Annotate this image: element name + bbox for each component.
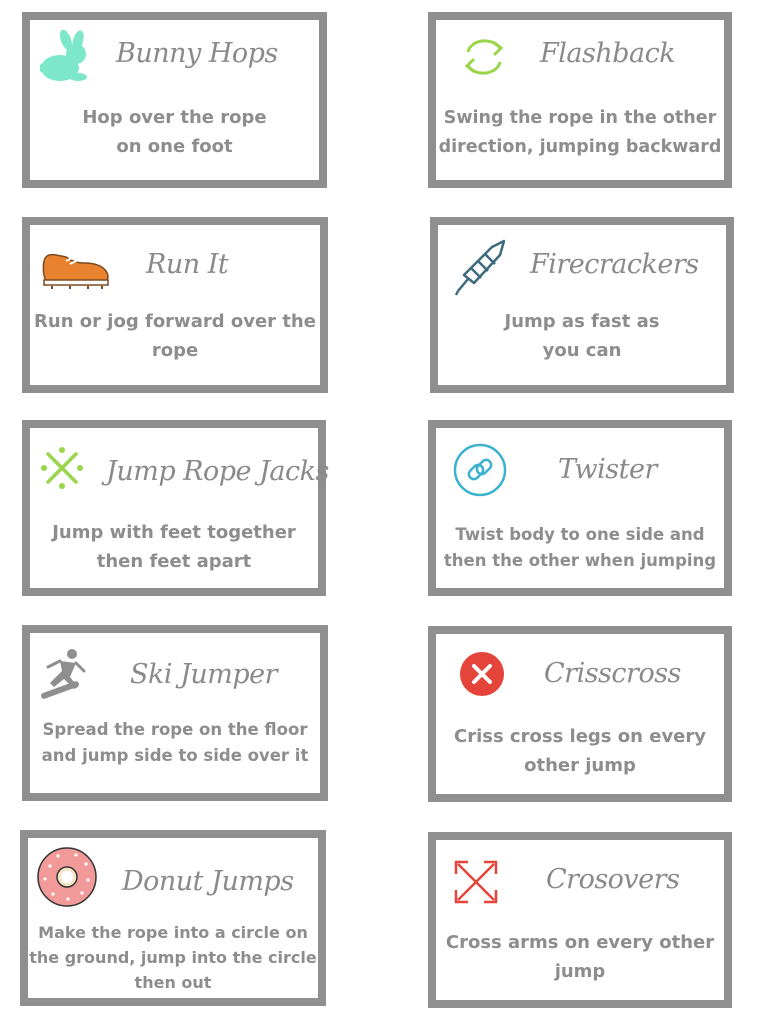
cross-arrows-icon — [452, 858, 500, 906]
card-title: Flashback — [540, 38, 676, 69]
card-title: Jump Rope Jacks — [106, 456, 329, 487]
card-twister — [428, 420, 732, 596]
donut-icon — [36, 846, 98, 908]
rabbit-icon — [40, 30, 100, 82]
card-description: Spread the rope on the floor and jump side to side over it — [41, 720, 309, 765]
card-description: Swing the rope in the other direction, jumping backward — [438, 108, 722, 157]
card-title: Ski Jumper — [130, 659, 278, 690]
jumping-jacks-icon — [40, 446, 84, 490]
x-circle-icon — [458, 650, 506, 698]
card-crosovers — [428, 832, 732, 1008]
snowboarder-icon — [38, 647, 90, 699]
card-ski-jumper — [22, 625, 328, 801]
card-firecrackers — [430, 217, 734, 393]
firework-rocket-icon — [454, 237, 516, 299]
card-jump-rope-jacks — [22, 420, 329, 596]
card-description: Jump with feet together then feet apart — [52, 522, 296, 572]
card-description: Run or jog forward over the rope — [34, 311, 316, 361]
refresh-arrows-icon — [460, 34, 508, 80]
card-donut-jumps — [20, 830, 326, 1006]
card-flashback — [428, 12, 732, 188]
card-title: Crosovers — [546, 864, 680, 895]
card-description: Jump as fast as you can — [504, 311, 660, 361]
card-title: Donut Jumps — [122, 866, 294, 897]
card-description: Hop over the rope on one foot — [82, 107, 267, 157]
card-title: Crisscross — [544, 658, 681, 689]
card-run-it — [22, 217, 328, 393]
card-description: Cross arms on every other jump — [445, 932, 715, 982]
card-description: Make the rope into a circle on the ground, jump into the circle then out — [29, 923, 317, 992]
card-title: Run It — [146, 249, 229, 280]
card-title: Bunny Hops — [116, 38, 278, 69]
card-title: Twister — [558, 454, 657, 485]
card-bunny-hops — [22, 12, 327, 188]
card-description: Twist body to one side and then the other when jumping — [443, 525, 717, 570]
twist-link-icon — [452, 442, 508, 498]
card-description: Criss cross legs on every other jump — [453, 726, 706, 776]
sneaker-icon — [40, 247, 112, 289]
card-title: Firecrackers — [530, 249, 699, 280]
card-crisscross — [428, 626, 732, 802]
